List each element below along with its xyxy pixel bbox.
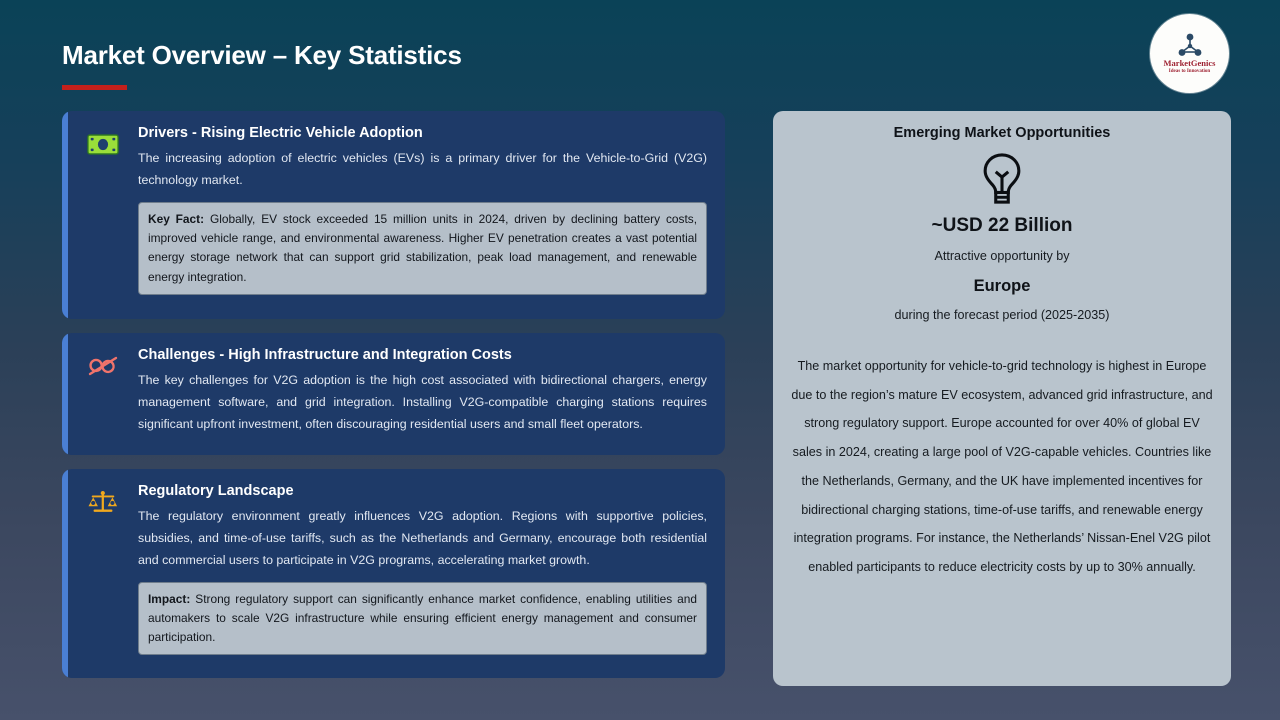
lightbulb-icon [979,153,1025,205]
callout-label: Key Fact: [148,211,205,226]
callout-label: Impact: [148,591,191,606]
molecule-network-icon [1175,32,1205,58]
opportunity-region: Europe [973,277,1031,295]
card-title: Challenges - High Infrastructure and Integration Costs [138,347,512,363]
card-body: The key challenges for V2G adoption is the high cost associated with bidirectional chargers, energy management software, and grid integration. Installing V2G-compatible charging stations requires significant upfront investment, often discouraging residential users and small fleet operators. [138,373,707,431]
title-accent-rule [62,85,127,90]
panel-title: Emerging Market Opportunities [893,125,1111,141]
opportunity-paragraph: The market opportunity for vehicle-to-grid technology is highest in Europe due to the region’s mature EV ecosystem, advanced grid infrastructure, and strong regulatory support. Europe accounted for over 40% of global EV sales in 2024, creating a large pool of V2G-capable vehicles. Countries like the Netherlands, Germany, and the UK have implemented incentives for bidirectional charging stations, time-of-use tariffs, and renewable energy integration programs. For instance, the Netherlands’ Nissan-Enel V2G pilot enabled participants to reduce electricity costs by up to 30% annually. [791,359,1213,574]
emerging-opportunities-panel [773,111,1231,686]
broken-link-icon [84,349,122,383]
logo-name: MarketGenics [1163,58,1216,69]
impact-callout [138,582,707,656]
money-banknote-icon [84,127,122,161]
opportunity-value: ~USD 22 Billion [931,215,1073,236]
card-title: Drivers - Rising Electric Vehicle Adoption [138,125,423,141]
key-fact-callout [138,202,707,295]
key-statistics-cards [62,111,725,686]
card-body: The increasing adoption of electric vehicles (EVs) is a primary driver for the Vehicle-to-Grid (V2G) technology market. [138,151,707,188]
brand-logo [1150,14,1229,93]
callout-text: Strong regulatory support can significantly enhance market confidence, enabling utilities and automakers to scale V2G infrastructure while ensuring efficient energy management and consumer participation. [148,591,697,645]
callout-text: Globally, EV stock exceeded 15 million units in 2024, driven by declining battery costs, improved vehicle range, and environmental awareness. Higher EV penetration creates a vast potential energy storage network that can support grid stabilization, peak load management, and renewable energy integration. [148,211,698,284]
page-title: Market Overview – Key Statistics [62,40,462,70]
card-title: Regulatory Landscape [138,483,294,499]
balance-scale-icon [84,485,122,519]
opportunity-subtitle: Attractive opportunity by [934,249,1070,263]
card-challenges[interactable] [62,333,725,455]
logo-tagline: Ideas to Innovation [1168,68,1211,74]
card-regulatory[interactable] [62,469,725,678]
card-body: The regulatory environment greatly influences V2G adoption. Regions with supportive policies, subsidies, and time-of-use tariffs, such as the Netherlands and Germany, encourage both residential and commercial users to participate in V2G programs, accelerating market growth. [138,509,707,567]
opportunity-period: during the forecast period (2025-2035) [894,308,1110,322]
card-drivers[interactable] [62,111,725,319]
